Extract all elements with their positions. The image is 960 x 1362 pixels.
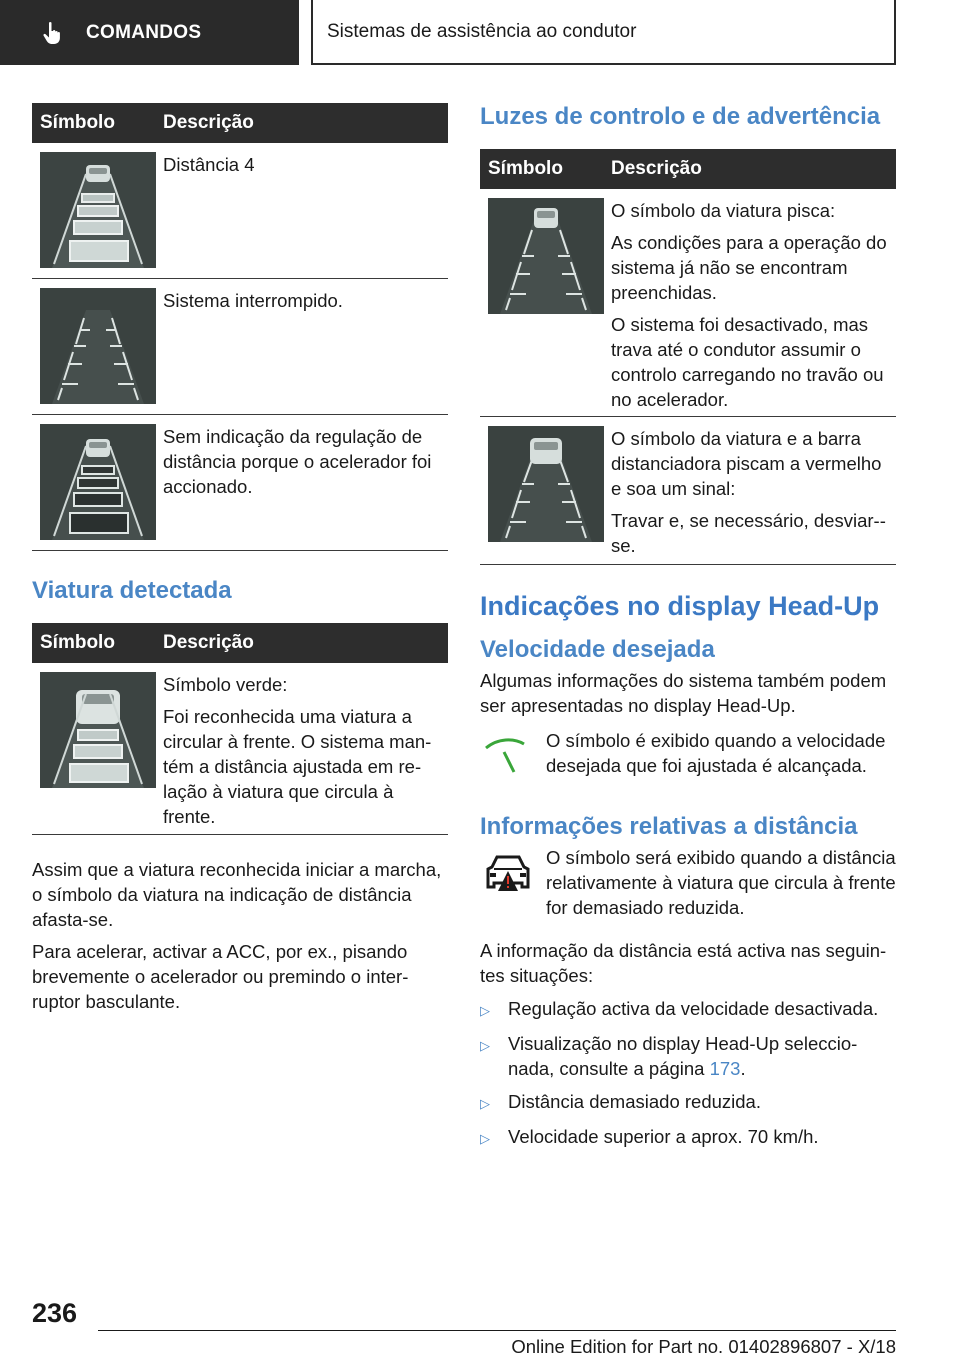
description-text: Símbolo verde: — [163, 674, 288, 695]
distance-active-intro — [480, 938, 896, 988]
description-text: O símbolo da viatura e a barra distanciadora piscam a vermelho e soa um sinal: — [611, 428, 882, 499]
distance-warning-text: O símbolo será exibido quando a distância relativamente à viatura que circula à frente for demasiado reduzida. — [546, 847, 896, 918]
desired-speed-intro — [480, 668, 896, 718]
body-paragraph: Para acelerar, activar a ACC, por ex., pisando brevemente o acelerador ou premindo o interruptor basculante. — [32, 941, 409, 1012]
description-text: Foi reconhecida uma viatura a circular à frente. O sistema mantém a distância ajustada em relação à viatura que circula à frente. — [163, 706, 432, 827]
row-description — [163, 288, 448, 404]
description-text: Travar e, se necessário, desviar--se. — [611, 510, 886, 556]
table-header — [480, 149, 896, 189]
body-paragraph: Assim que a viatura reconhecida iniciar a marcha, o símbolo da viatura na indicação de distância afasta-se. — [32, 859, 442, 930]
table-row — [32, 663, 448, 835]
table-row — [480, 189, 896, 417]
description-text: Sem indicação da regulação de distância porque o acelerador foi accionado. — [163, 426, 432, 497]
column-header-description: Descrição — [163, 632, 254, 653]
table-row — [32, 143, 448, 279]
column-header-symbol: Símbolo — [40, 632, 115, 653]
row-description — [163, 672, 448, 827]
body-paragraph: A informação da distância está activa nas seguintes situações: — [480, 940, 887, 986]
distance-warning-icon — [480, 845, 536, 901]
chapter-header — [311, 0, 896, 65]
distance-4-icon — [40, 152, 156, 268]
row-description — [163, 152, 448, 268]
vehicle-detected-icon — [40, 672, 156, 788]
list-item: ▷ Distância demasiado reduzida. — [480, 1089, 896, 1116]
warning-lights-table — [480, 149, 896, 565]
heading-vehicle-detected: Viatura detectada — [32, 577, 232, 604]
row-description — [611, 426, 896, 554]
heading-distance-info: Informações relativas a distância — [480, 813, 858, 840]
distance-warning-block — [480, 845, 896, 920]
table-row — [32, 415, 448, 551]
column-header-description: Descrição — [611, 158, 702, 179]
description-text: Distância 4 — [163, 154, 255, 175]
hand-pointer-icon — [40, 20, 66, 46]
vehicle-detected-table — [32, 623, 448, 835]
table-header — [32, 103, 448, 143]
column-header-symbol: Símbolo — [40, 112, 115, 133]
left-column — [32, 103, 448, 1021]
desired-speed-text: O símbolo é exibido quando a velocidade desejada que foi ajustada é alcançada. — [546, 730, 886, 776]
triangle-bullet-icon: ▷ — [480, 1131, 490, 1146]
description-text: O símbolo da viatura pisca: — [611, 200, 836, 221]
heading-head-up-display: Indicações no display Head-Up — [480, 591, 880, 621]
distance-symbol-table — [32, 103, 448, 551]
description-text: O sistema foi desactivado, mas trava até o condutor assumir o controlo carregando no travão ou no acelerador. — [611, 314, 884, 410]
page-link[interactable]: 173 — [709, 1058, 741, 1079]
section-tab — [0, 0, 299, 65]
description-text: As condições para a operação do sistema já não se encontram preenchidas. — [611, 232, 887, 303]
edition-text: Online Edition for Part no. 01402896807 - X/18 — [511, 1336, 896, 1357]
vehicle-detected-body — [32, 857, 448, 1014]
footer-divider — [98, 1330, 896, 1331]
list-item: ▷ Visualização no display Head-Up seleccionada, consulte a página 173. — [480, 1033, 858, 1079]
body-paragraph: Algumas informações do sistema também podem ser apresentadas no display Head-Up. — [480, 670, 887, 716]
system-interrupted-icon — [40, 288, 156, 404]
heading-desired-speed: Velocidade desejada — [480, 636, 715, 663]
triangle-bullet-icon: ▷ — [480, 1003, 490, 1018]
heading-warning-lights: Luzes de controlo e de advertência — [480, 103, 881, 130]
right-column — [480, 103, 896, 1159]
table-row — [480, 417, 896, 565]
table-header — [32, 623, 448, 663]
vehicle-bar-red-icon — [488, 426, 604, 542]
distance-active-list — [480, 996, 896, 1151]
vehicle-flashing-icon — [488, 198, 604, 314]
section-label: COMANDOS — [86, 21, 202, 43]
row-description — [611, 198, 896, 410]
row-description — [163, 424, 448, 540]
list-item: ▷ Regulação activa da velocidade desactivada. — [480, 996, 896, 1023]
triangle-bullet-icon: ▷ — [480, 1096, 490, 1111]
chapter-title: Sistemas de assistência ao condutor — [327, 20, 637, 42]
table-row — [32, 279, 448, 415]
desired-speed-block — [480, 728, 896, 783]
page-number: 236 — [32, 1298, 78, 1328]
column-header-symbol: Símbolo — [488, 158, 563, 179]
description-text: Sistema interrompido. — [163, 290, 343, 311]
triangle-bullet-icon: ▷ — [480, 1038, 490, 1053]
no-distance-regulation-icon — [40, 424, 156, 540]
speed-reached-icon — [480, 728, 540, 778]
column-header-description: Descrição — [163, 112, 254, 133]
list-item: ▷ Velocidade superior a aprox. 70 km/h. — [480, 1124, 896, 1151]
